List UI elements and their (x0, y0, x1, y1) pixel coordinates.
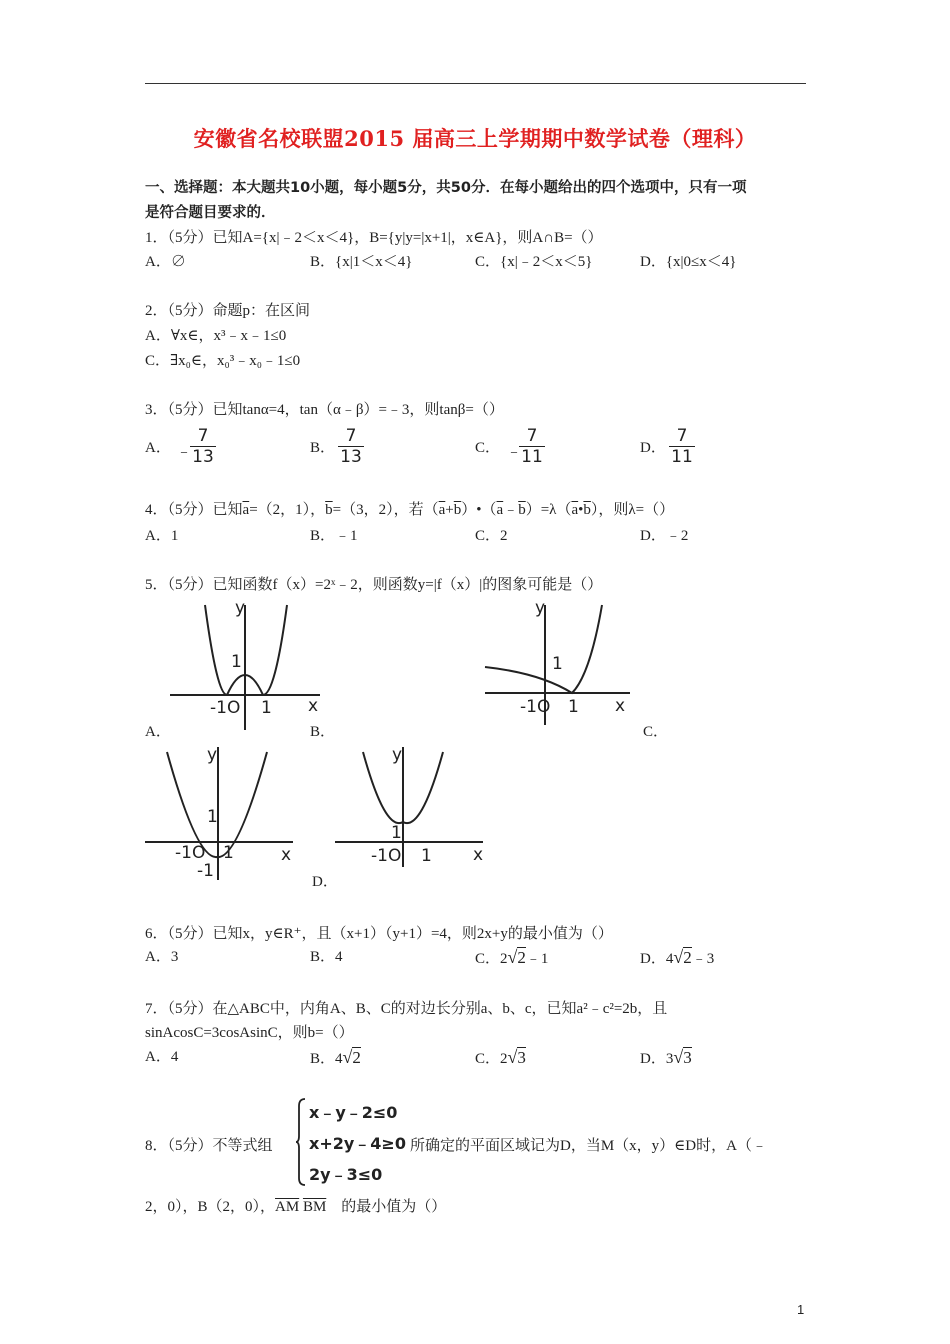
q4-stem-part2: =（2，1）， (249, 502, 326, 518)
q5-stem: 5．（5分）已知函数f（x）=2ˣ﹣2，则函数y=|f（x）|的图象可能是（） (145, 577, 603, 593)
section-heading-line1: 一、选择题：本大题共10小题，每小题5分，共50分．在每小题给出的四个选项中，只有一项 (145, 180, 747, 196)
q2-option-a: A．∀x∈，x³﹣x﹣1≤0 (145, 328, 287, 344)
q3-fraction-b (338, 426, 364, 467)
q6-c-sqrt-icon: √ (507, 947, 518, 967)
q8-vector-bm: $\overline{BM}$ (302, 1199, 327, 1215)
q3-sign-a: ﹣ (176, 443, 193, 460)
q1-stem: 1．（5分）已知A={x|﹣2＜x＜4}，B={y|y=|x+1|，x∈A}，则A∩B=（） (145, 230, 603, 246)
q5-graph-a (165, 595, 330, 735)
q6-d-sqrt-icon: √ (673, 947, 684, 967)
q5-graph-d-origin: -1O (371, 846, 402, 866)
q3-sign-c: ﹣ (506, 443, 523, 460)
q6-option-b: B．4 (310, 949, 343, 965)
q5-graph-b-tick-1: 1 (552, 654, 563, 674)
q4-vector-b4: $\overline{b}$ (583, 502, 591, 518)
q5-graph-d-tick-x1: 1 (421, 846, 432, 866)
q5-graph-d-tick-1: 1 (391, 823, 402, 843)
q6-d-radicand: 2 (683, 948, 692, 967)
q4-stem-part3: =（3，2），若（ (332, 502, 439, 518)
q5-graph-d (335, 742, 495, 872)
q4-stem-part6: ），则λ=（） (590, 502, 675, 518)
q8-inequality-2: x+2y﹣4≥0 (309, 1134, 406, 1153)
q7-b-sqrt-icon: √ (342, 1047, 353, 1067)
q7-d-prefix: D．3 (640, 1051, 674, 1067)
q4-vector-a: $\overline{a}$ (242, 502, 250, 518)
q4-option-a: A．1 (145, 528, 179, 544)
q5-graph-a-origin: -1O (210, 698, 241, 718)
q7-stem-line1: 7．（5分）在△ABC中，内角A、B、C的对边长分别a、b、c，已知a²﹣c²=2b，且 (145, 1001, 668, 1017)
q8-inequality-1: x﹣y﹣2≤0 (309, 1103, 398, 1122)
q7-c-radicand: 3 (517, 1048, 526, 1067)
q1-option-b: B．{x|1＜x＜4} (310, 254, 413, 270)
q6-option-a: A．3 (145, 949, 179, 965)
q5-graph-b-tick-x1: 1 (568, 697, 579, 717)
q7-option-a: A．4 (145, 1049, 179, 1065)
q5-graph-c-x-label: x (281, 845, 292, 865)
q5-graph-c-tick-1: 1 (207, 807, 218, 827)
q3-fraction-d (669, 426, 695, 467)
q5-graph-a-y-label: y (235, 598, 246, 618)
q5-graph-d-x-label: x (473, 845, 484, 865)
q8-vector-am: $\overline{AM}$ (275, 1199, 300, 1215)
page-title: 安徽省名校联盟2015 届高三上学期期中数学试卷（理科） (193, 126, 757, 151)
q1-option-d: D．{x|0≤x＜4} (640, 254, 737, 270)
q5-graph-b (480, 595, 635, 725)
q7-b-prefix: B．4 (310, 1051, 343, 1067)
q3-fraction-a (190, 426, 216, 467)
q5-graph-a-tick-1: 1 (231, 652, 242, 672)
q7-c-prefix: C．2 (475, 1051, 508, 1067)
q3-c-denominator: 11 (521, 447, 543, 467)
q5-graph-b-x-label: x (615, 696, 626, 716)
q5-option-b: B． (310, 724, 336, 740)
q4-stem (145, 500, 674, 520)
q4-vector-a3: $\overline{a}$ (496, 502, 504, 518)
q4-option-c: C．2 (475, 528, 508, 544)
q4-stem-part1: 4．（5分）已知 (145, 502, 243, 518)
q8-line2-suffix: 的最小值为（） (341, 1199, 447, 1215)
q6-option-d (640, 947, 714, 969)
section-heading-line2: 是符合题目要求的． (145, 205, 276, 221)
q5-graph-a-x-label: x (308, 696, 319, 716)
q3-label-d: D． (640, 440, 666, 456)
q8-stem-pre: 8．（5分）不等式组 (145, 1138, 273, 1154)
q6-c-prefix: C．2 (475, 951, 508, 967)
q3-d-denominator: 11 (671, 447, 693, 467)
q5-graph-b-y-label: y (535, 598, 546, 618)
q3-d-numerator: 7 (669, 426, 695, 447)
q5-graph-a-tick-x1: 1 (261, 698, 272, 718)
q3-label-c: C． (475, 440, 501, 456)
q5-graph-d-y-label: y (392, 745, 403, 765)
q7-d-sqrt-icon: √ (673, 1047, 684, 1067)
q8-inequality-3: 2y﹣3≤0 (309, 1165, 383, 1184)
q4-stem-part4: ）•（ (461, 502, 497, 518)
q8-stem-line2 (145, 1197, 446, 1217)
q3-label-a: A． (145, 440, 171, 456)
q5-option-c: C． (643, 724, 669, 740)
q5-graph-c-origin: -1O (175, 843, 206, 863)
q2-option-c: C．∃x₀∈，x₀³﹣x₀﹣1≤0 (145, 353, 301, 369)
q4-vector-a2: $\overline{a}$ (438, 502, 446, 518)
q3-stem: 3．（5分）已知tanα=4，tan（α﹣β）=﹣3，则tanβ=（） (145, 402, 504, 418)
q4-vector-b3: $\overline{b}$ (518, 502, 526, 518)
q5-graph-c (145, 742, 305, 882)
q2-stem: 2．（5分）命题p：在区间 (145, 303, 311, 319)
q6-d-suffix: ﹣3 (691, 951, 715, 967)
q6-c-suffix: ﹣1 (525, 951, 549, 967)
q4-vector-a4: $\overline{a}$ (571, 502, 579, 518)
q7-d-radicand: 3 (683, 1048, 692, 1067)
q5-option-d: D． (312, 874, 338, 890)
brace-icon (296, 1098, 306, 1186)
q3-c-numerator: 7 (519, 426, 545, 447)
q4-vector-b2: $\overline{b}$ (453, 502, 462, 518)
q4-vector-b: $\overline{b}$ (325, 502, 333, 518)
q7-b-radicand: 2 (352, 1048, 361, 1067)
page-number: 1 (797, 1302, 805, 1317)
q6-d-prefix: D．4 (640, 951, 674, 967)
q3-a-denominator: 13 (192, 447, 214, 467)
q4-plus: + (445, 502, 454, 518)
q7-c-sqrt-icon: √ (507, 1047, 518, 1067)
q3-b-denominator: 13 (340, 447, 362, 467)
q4-option-d: D．﹣2 (640, 528, 689, 544)
q3-b-numerator: 7 (338, 426, 364, 447)
q4-stem-part5: ）=λ（ (525, 502, 572, 518)
q5-graph-c-tick-x1: 1 (223, 843, 234, 863)
q8-stem-post: 所确定的平面区域记为D，当M（x，y）∈D时，A（﹣ (410, 1138, 767, 1154)
q1-option-c: C．{x|﹣2＜x＜5} (475, 254, 593, 270)
q3-fraction-c (519, 426, 545, 467)
q6-stem: 6．（5分）已知x，y∈R⁺，且（x+1）（y+1）=4，则2x+y的最小值为（） (145, 926, 613, 942)
q7-stem-line2: sinAcosC=3cosAsinC，则b=（） (145, 1025, 354, 1041)
q7-option-b (310, 1047, 361, 1069)
q1-option-a: A．∅ (145, 254, 186, 270)
q3-label-b: B． (310, 440, 336, 456)
header-rule (145, 83, 806, 84)
q4-minus: ﹣ (503, 502, 519, 518)
q5-option-a: A． (145, 724, 171, 740)
q6-option-c (475, 947, 548, 969)
q7-option-c (475, 1047, 526, 1069)
q4-dot: • (578, 502, 584, 518)
q3-a-numerator: 7 (190, 426, 216, 447)
q8-line2-prefix: 2，0），B（2，0）， (145, 1199, 276, 1215)
q6-c-radicand: 2 (517, 948, 526, 967)
q7-option-d (640, 1047, 692, 1069)
q4-option-b: B．﹣1 (310, 528, 358, 544)
q5-graph-c-y-label: y (207, 745, 218, 765)
q5-graph-b-origin: -1O (520, 697, 551, 717)
q5-graph-c-tick-neg1: -1 (197, 861, 214, 881)
